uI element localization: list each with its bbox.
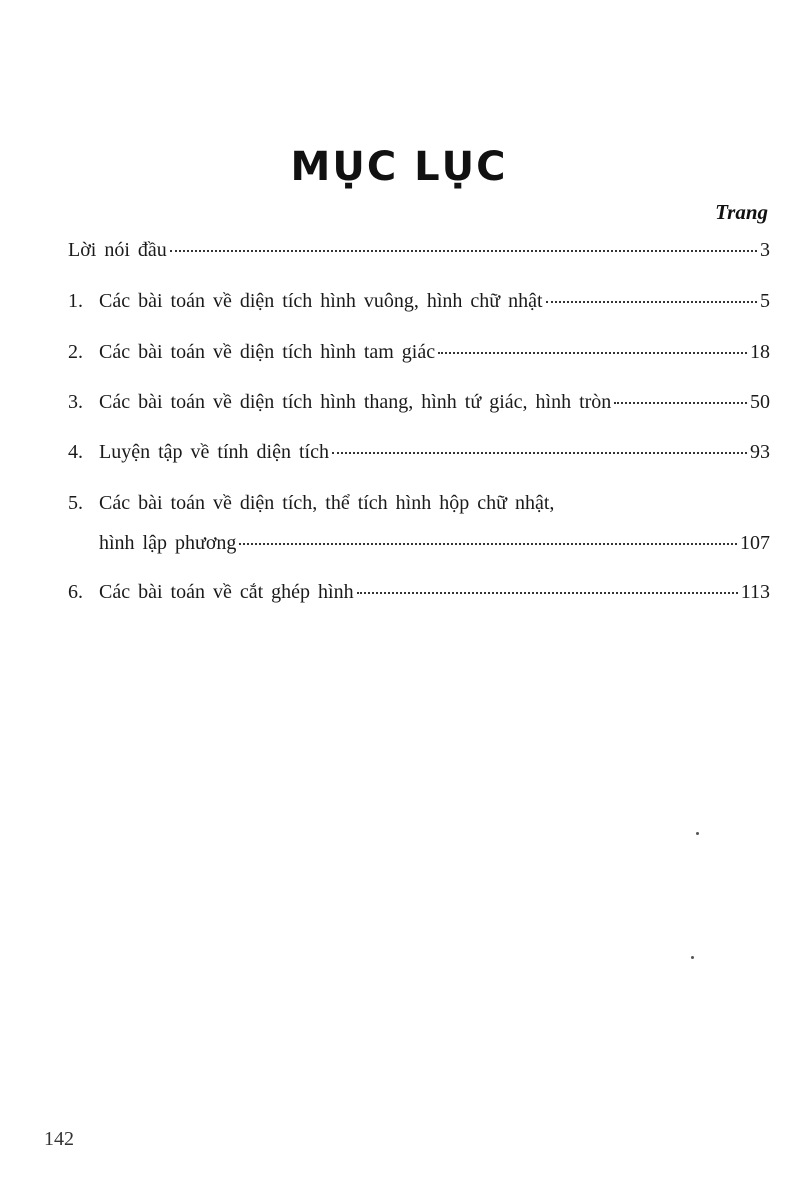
toc-leader-dots [170,250,757,252]
toc-entry-4 [68,440,770,464]
toc-entry-number: 3. [68,391,83,413]
toc-entry-preface [68,238,770,262]
paper-speck [696,832,699,835]
toc-entry-number: 5. [68,492,83,514]
toc-entry-text: Các bài toán về diện tích hình tam giác [99,341,436,363]
toc-entry-number: 1. [68,290,83,312]
page-title: MỤC LỤC [290,144,508,190]
toc-leader-dots [438,352,747,354]
toc-leader-dots [239,543,737,545]
toc-entry-5 [68,491,770,555]
toc-entry-page: 113 [740,581,770,603]
toc-entry-text: Các bài toán về diện tích hình vuông, hình chữ nhật [99,290,543,312]
toc-entry-page: 50 [750,391,770,413]
toc-leader-dots [332,452,747,454]
toc-entry-text: Các bài toán về diện tích, thể tích hình hộp chữ nhật, [99,492,555,514]
toc-leader-dots [614,402,747,404]
toc-entry-3 [68,390,770,414]
toc-entry-page: 93 [750,441,770,463]
toc-entry-text: Các bài toán về cắt ghép hình [99,581,354,603]
toc-leader-dots [357,592,738,594]
toc-entry-page: 3 [760,239,770,261]
toc-entry-6 [68,580,770,604]
toc-leader-dots [546,301,757,303]
toc-entry-page: 107 [740,532,770,554]
toc-entry-page: 18 [750,341,770,363]
toc-entry-number: 2. [68,341,83,363]
paper-speck [691,956,694,959]
toc-entry-text: Lời nói đầu [68,239,167,261]
toc-entry-text: Luyện tập về tính diện tích [99,441,329,463]
toc-entry-page: 5 [760,290,770,312]
toc-entry-number: 4. [68,441,83,463]
page-number: 142 [44,1128,74,1150]
toc-entry-text-continued: hình lập phương [99,532,237,554]
toc-entry-1 [68,289,770,313]
toc-entry-text: Các bài toán về diện tích hình thang, hình tứ giác, hình tròn [99,391,612,413]
page-column-header: Trang [715,200,768,224]
toc-entry-2 [68,340,770,364]
toc-entry-number: 6. [68,581,83,603]
